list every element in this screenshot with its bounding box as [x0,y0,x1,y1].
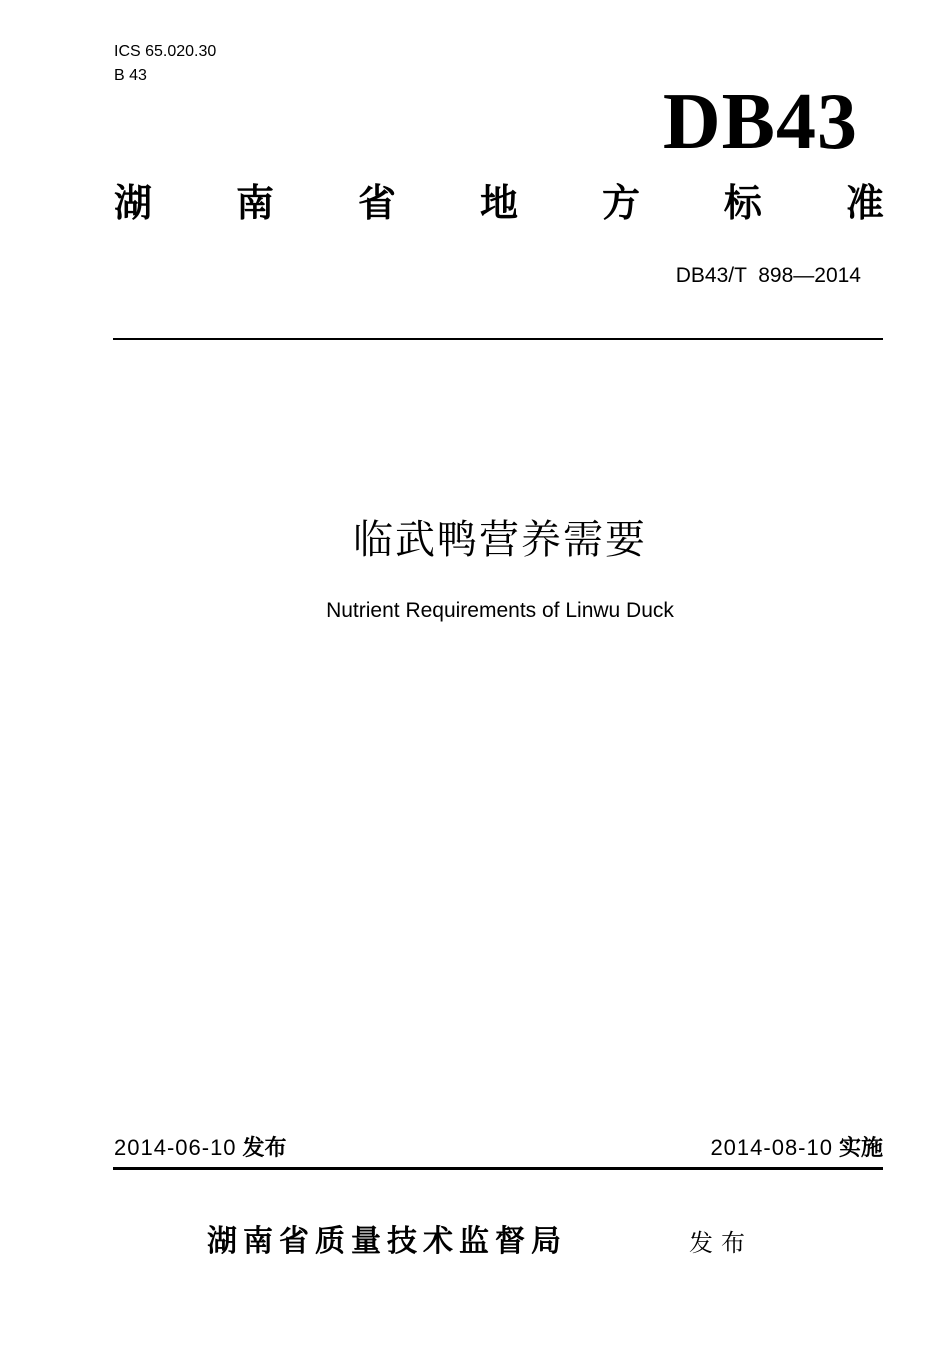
issue-date-block [114,1133,287,1164]
header-divider [113,338,883,340]
issue-label: 发布 [242,1136,287,1161]
standard-type-char: 地 [479,181,518,225]
standard-number: DB43/T 898—2014 [675,264,861,287]
publisher-name: 湖南省质量技术监督局 [207,1224,567,1259]
implement-date: 2014-08-10 [710,1135,833,1160]
standard-type-char: 方 [601,181,640,225]
document-title-english: Nutrient Requirements of Linwu Duck [326,599,674,622]
ics-code: ICS 65.020.30 [114,43,217,60]
standard-type-char: 南 [235,181,274,225]
footer-divider [113,1167,883,1170]
issue-date: 2014-06-10 [114,1135,237,1160]
standard-type-char: 标 [723,181,762,225]
ccs-code: B 43 [114,67,147,84]
implement-label: 实施 [838,1136,883,1161]
standard-type-heading [114,178,884,228]
publish-label: 发布 [689,1229,753,1257]
standard-type-char: 省 [357,181,396,225]
standard-type-char: 湖 [114,181,153,225]
db43-logo: DB43 [662,78,858,166]
implement-date-block [710,1133,883,1164]
document-title-chinese: 临武鸭营养需要 [353,517,647,563]
standard-type-char: 准 [845,181,884,225]
